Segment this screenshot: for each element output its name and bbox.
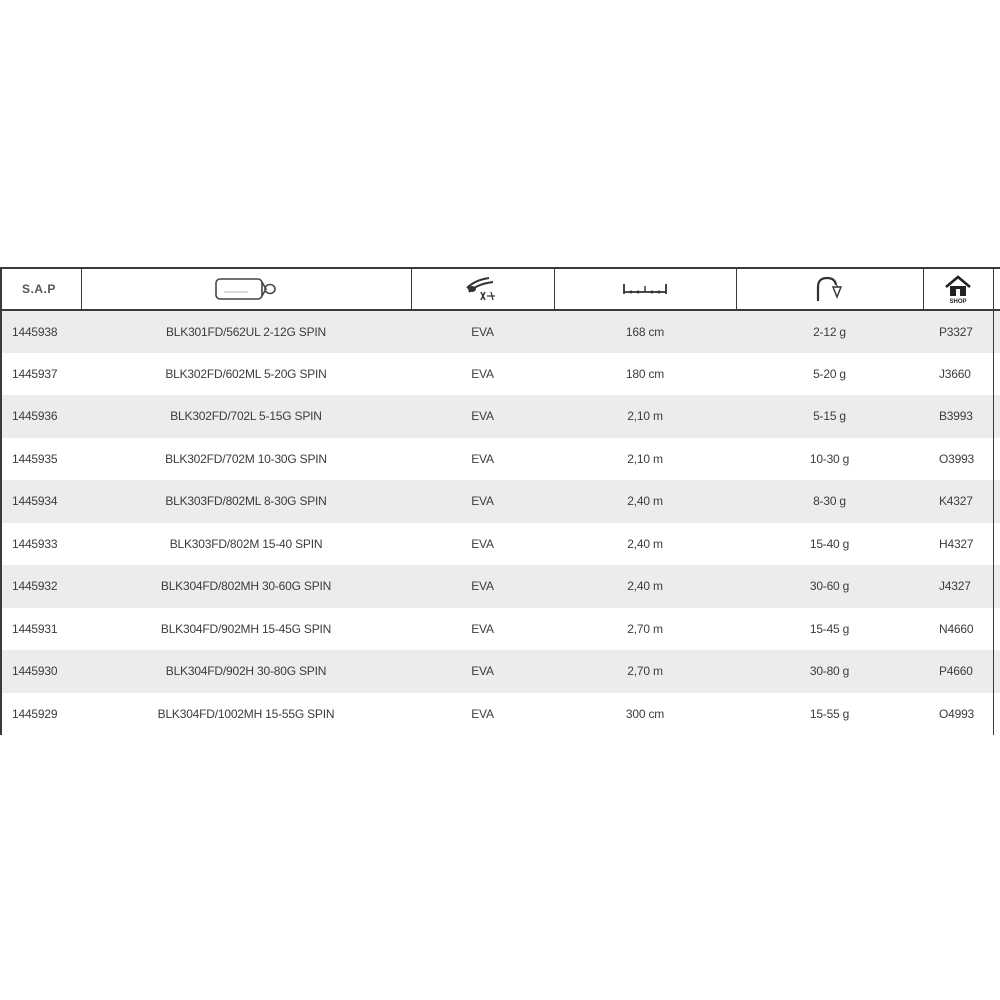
cell-sap: 1445931 — [1, 608, 81, 651]
cell-model-name: BLK301FD/562UL 2-12G SPIN — [166, 324, 326, 339]
cell-sap: 1445932 — [1, 565, 81, 608]
cell-sap: 1445937 — [1, 353, 81, 396]
cell-shop-code: P3327 — [939, 324, 973, 339]
cell-grip: EVA — [471, 664, 494, 679]
cell-grip: EVA — [471, 366, 494, 381]
cell-casting-weight: 15-40 g — [809, 536, 850, 551]
table-row — [1, 650, 1000, 693]
cell-casting-weight: 15-55 g — [809, 706, 850, 721]
row-spacer — [993, 310, 1000, 353]
cell-length: 2,40 m — [627, 494, 663, 509]
cell-shop-code: O4993 — [939, 706, 975, 721]
cell-grip: EVA — [471, 536, 494, 551]
cell-casting-weight: 8-30 g — [813, 494, 846, 509]
row-spacer — [993, 438, 1000, 481]
cell-sap: 1445930 — [1, 650, 81, 693]
row-spacer — [993, 565, 1000, 608]
row-spacer — [993, 480, 1000, 523]
cell-shop-code: B3993 — [939, 409, 973, 424]
cell-sap: 1445934 — [1, 480, 81, 523]
shop-label: SHOP — [949, 299, 967, 304]
cell-length: 2,40 m — [627, 536, 663, 551]
cell-casting-weight: 5-20 g — [813, 366, 846, 381]
cell-grip: EVA — [471, 451, 494, 466]
product-spec-table — [0, 267, 1000, 735]
table-row — [1, 523, 1000, 566]
cell-sap: 1445936 — [1, 395, 81, 438]
tag-icon — [214, 280, 278, 297]
cell-model-name: BLK302FD/602ML 5-20G SPIN — [165, 366, 327, 381]
cell-grip: EVA — [471, 494, 494, 509]
cell-length: 2,70 m — [627, 621, 663, 636]
cell-casting-weight: 5-15 g — [813, 409, 846, 424]
table-row — [1, 608, 1000, 651]
cell-length: 2,10 m — [627, 451, 663, 466]
cell-sap: 1445935 — [1, 438, 81, 481]
cell-model-name: BLK304FD/902H 30-80G SPIN — [165, 664, 327, 679]
table-row — [1, 693, 1000, 736]
table-row — [1, 395, 1000, 438]
cell-shop-code: K4327 — [939, 494, 973, 509]
table-row — [1, 438, 1000, 481]
table-header-row — [1, 268, 1000, 310]
cell-sap: 1445938 — [1, 310, 81, 353]
cell-sap: 1445933 — [1, 523, 81, 566]
cell-shop-code: J4327 — [939, 579, 971, 594]
grip-material-icon — [463, 280, 503, 297]
table-row — [1, 310, 1000, 353]
cell-model-name: BLK302FD/702M 10-30G SPIN — [165, 451, 327, 466]
cell-length: 2,10 m — [627, 409, 663, 424]
casting-weight-icon — [813, 280, 847, 297]
header-spacer — [993, 268, 1000, 310]
cell-model-name: BLK304FD/802MH 30-60G SPIN — [160, 579, 332, 594]
header-shop — [923, 268, 993, 310]
cell-grip: EVA — [471, 579, 494, 594]
header-name — [81, 268, 411, 310]
cell-model-name: BLK304FD/902MH 15-45G SPIN — [160, 621, 332, 636]
cell-model-name: BLK303FD/802ML 8-30G SPIN — [165, 494, 327, 509]
cell-grip: EVA — [471, 409, 494, 424]
cell-length: 168 cm — [625, 324, 665, 339]
row-spacer — [993, 608, 1000, 651]
row-spacer — [993, 650, 1000, 693]
cell-length: 2,70 m — [627, 664, 663, 679]
cell-length: 180 cm — [625, 366, 665, 381]
cell-grip: EVA — [471, 324, 494, 339]
cell-length: 2,40 m — [627, 579, 663, 594]
row-spacer — [993, 395, 1000, 438]
row-spacer — [993, 523, 1000, 566]
cell-length: 300 cm — [625, 706, 665, 721]
cell-casting-weight: 2-12 g — [813, 324, 846, 339]
rod-length-icon — [621, 280, 669, 297]
cell-grip: EVA — [471, 621, 494, 636]
cell-casting-weight: 10-30 g — [809, 451, 850, 466]
shop-house-icon — [943, 280, 973, 304]
row-spacer — [993, 353, 1000, 396]
cell-sap: 1445929 — [1, 693, 81, 736]
product-spec-table-wrapper — [0, 267, 1000, 735]
header-casting-weight — [736, 268, 923, 310]
header-sap: S.A.P — [1, 268, 81, 310]
header-grip — [411, 268, 554, 310]
cell-casting-weight: 30-60 g — [809, 579, 850, 594]
cell-model-name: BLK302FD/702L 5-15G SPIN — [170, 409, 322, 424]
cell-grip: EVA — [471, 706, 494, 721]
cell-shop-code: P4660 — [939, 664, 973, 679]
table-row — [1, 565, 1000, 608]
cell-shop-code: N4660 — [939, 621, 974, 636]
table-row — [1, 480, 1000, 523]
cell-shop-code: J3660 — [939, 366, 971, 381]
cell-model-name: BLK304FD/1002MH 15-55G SPIN — [157, 706, 335, 721]
header-length — [554, 268, 736, 310]
cell-casting-weight: 15-45 g — [809, 621, 850, 636]
cell-shop-code: O3993 — [939, 451, 975, 466]
cell-shop-code: H4327 — [939, 536, 974, 551]
table-row — [1, 353, 1000, 396]
row-spacer — [993, 693, 1000, 736]
cell-model-name: BLK303FD/802M 15-40 SPIN — [169, 536, 323, 551]
cell-casting-weight: 30-80 g — [809, 664, 850, 679]
table-body — [1, 310, 1000, 735]
